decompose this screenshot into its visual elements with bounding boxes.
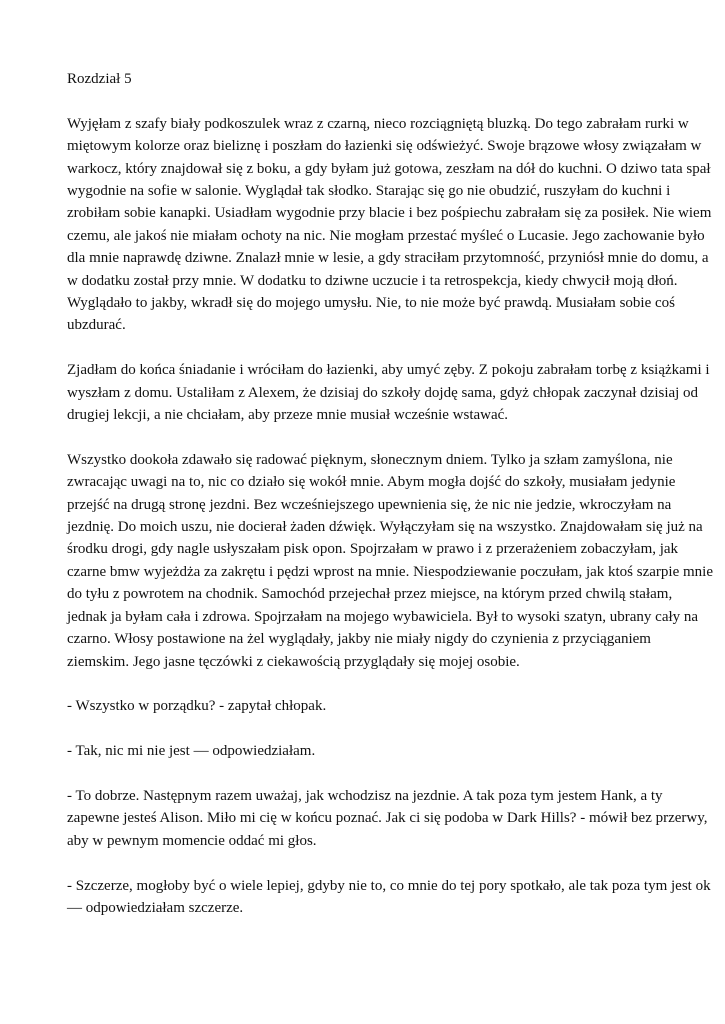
- paragraph-3: Wszystko dookoła zdawało się radować pięknym, słonecznym dniem. Tylko ja szłam zamyślona, nie zwracając uwagi na to, nic co działo się wokół mnie. Abym mogła dojść do szkoły, musiałam jedynie przejść na drugą stronę jezdni. Bez wcześniejszego upewnienia się, że nic nie jedzie, wkroczyłam na jezdnię. Do moich uszu, nie docierał żaden dźwięk. Wyłączyłam się na wszystko. Znajdowałam się już na środku drogi, gdy nagle usłyszałam pisk opon. Spojrzałam w prawo i z przerażeniem zobaczyłam, jak czarne bmw wyjeżdża za zakrętu i pędzi wprost na mnie. Niespodziewanie poczułam, jak ktoś szarpie mnie do tyłu z powrotem na chodnik. Samochód przejechał przez miejsce, na którym przed chwilą stałam, jednak ja byłam cała i zdrowa. Spojrzałam na mojego wybawiciela. Był to wysoki szatyn, ubrany cały na czarno. Włosy postawione na żel wyglądały, jakby nie miały nigdy do czynienia z przyciąganiem ziemskim. Jego jasne tęczówki z ciekawością przyglądały się mojej osobie.: [67, 451, 713, 670]
- dialogue-line-3: - To dobrze. Następnym razem uważaj, jak wchodzisz na jezdnie. A tak poza tym jestem Hank, a ty zapewne jesteś Alison. Miło mi cię w końcu poznać. Jak ci się podoba w Dark Hills? - mówił bez przerwy, aby w pewnym momencie oddać mi głos.: [67, 787, 708, 849]
- dialogue-line-4: - Szczerze, mogłoby być o wiele lepiej, gdyby nie to, co mnie do tej pory spotkało, ale tak poza tym jest ok — odpowiedziałam szczerze.: [67, 877, 711, 916]
- paragraph-1: Wyjęłam z szafy biały podkoszulek wraz z czarną, nieco rozciągniętą bluzką. Do tego zabrałam rurki w miętowym kolorze oraz bieliznę i poszłam do łazienki się odświeżyć. Swoje brązowe włosy związałam w warkocz, który znajdował się z boku, a gdy byłam już gotowa, zeszłam na dół do kuchni. O dziwo tata spał wygodnie na sofie w salonie. Wyglądał tak słodko. Starając się go nie obudzić, ruszyłam do kuchni i zrobiłam sobie kanapki. Usiadłam wygodnie przy blacie i bez pośpiechu zabrałam się za posiłek. Nie wiem czemu, ale jakoś nie miałam ochoty na nic. Nie mogłam przestać myśleć o Lucasie. Jego zachowanie było dla mnie naprawdę dziwne. Znalazł mnie w lesie, a gdy straciłam przytomność, przyniósł mnie do domu, a w dodatku został przy mnie. W dodatku to dziwne uczucie i ta retrospekcja, kiedy chwycił moją dłoń. Wyglądało to jakby, wkradł się do mojego umysłu. Nie, to nie może być prawdą. Musiałam sobie coś ubzdurać.: [67, 115, 712, 334]
- chapter-title: Rozdział 5: [67, 71, 132, 87]
- dialogue-line-1: - Wszystko w porządku? - zapytał chłopak.: [67, 698, 327, 715]
- document-page: [67, 68, 714, 942]
- paragraph-2: Zjadłam do końca śniadanie i wróciłam do łazienki, aby umyć zęby. Z pokoju zabrałam torbę z książkami i wyszłam z domu. Ustaliłam z Alexem, że dzisiaj do szkoły dojdę sama, gdyż chłopak zaczynał dzisiaj od drugiej lekcji, a nie chciałam, aby przeze mnie musiał wcześnie wstawać.: [67, 362, 710, 424]
- dialogue-line-2: - Tak, nic mi nie jest — odpowiedziałam.: [67, 743, 316, 760]
